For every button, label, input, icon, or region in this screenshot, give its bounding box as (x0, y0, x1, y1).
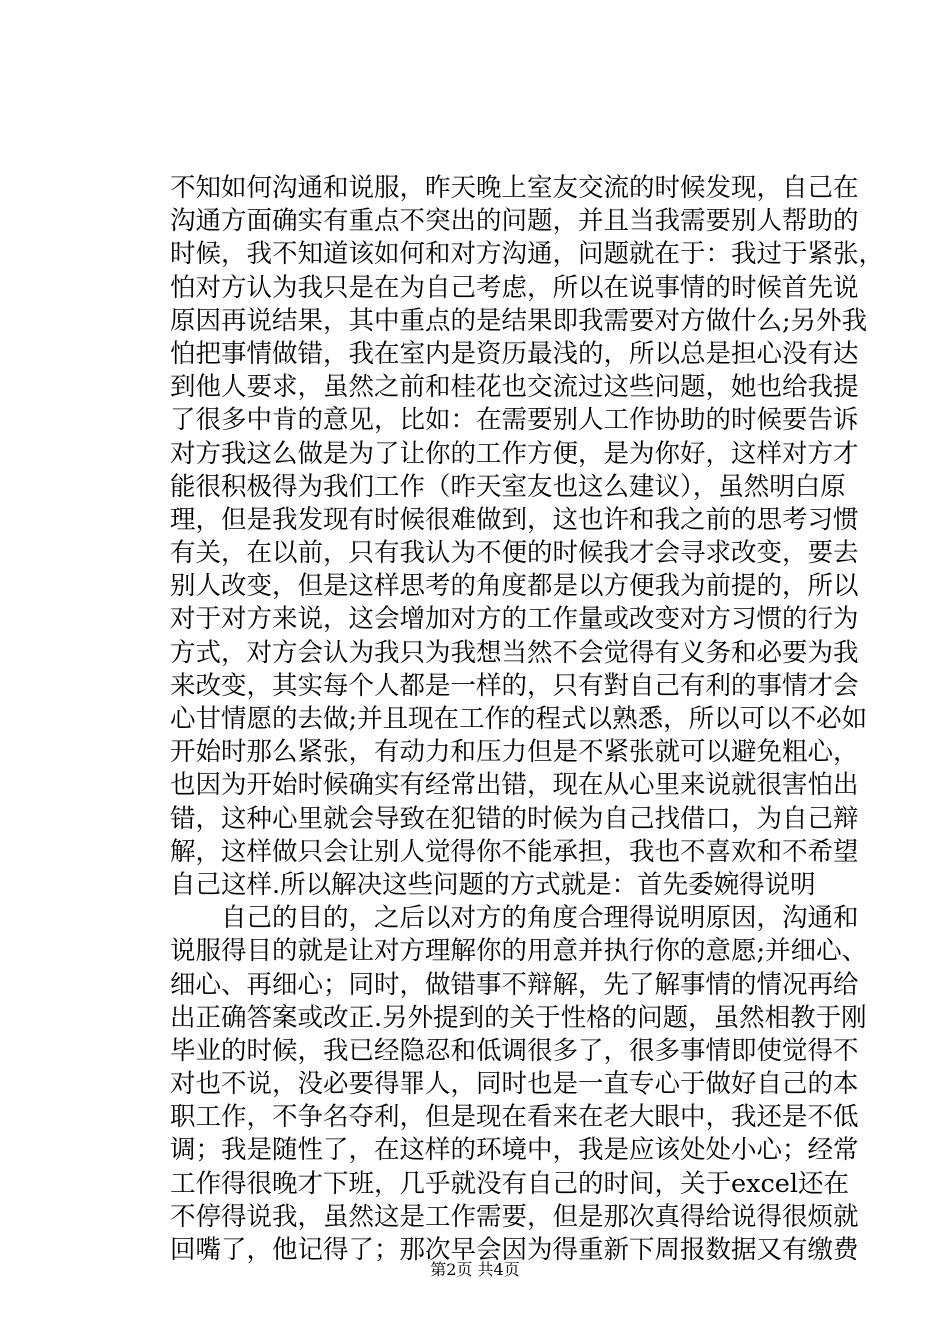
page-number-footer: 第2页 共4页 (430, 1260, 520, 1279)
text-line: 自己这样.所以解决这些问题的方式就是：首先委婉得说明 (170, 869, 816, 900)
text-line: 对于对方来说，这会增加对方的工作量或改变对方习惯的行为 (170, 604, 859, 635)
text-line: 调；我是随性了，在这样的环境中，我是应该处处小心；经常 (170, 1135, 859, 1166)
text-line: 说服得目的就是让对方理解你的用意并执行你的意愿;并细心、 (170, 936, 868, 967)
text-line: 时候，我不知道该如何和对方沟通，问题就在于：我过于紧张， (170, 239, 885, 270)
text-line: 了很多中肯的意见，比如：在需要别人工作协助的时候要告诉 (170, 405, 859, 436)
text-line: 别人改变，但是这样思考的角度都是以方便我为前提的，所以 (170, 571, 859, 602)
text-line: 理，但是我发现有时候很难做到，这也许和我之前的思考习惯 (170, 504, 859, 535)
text-line: 回嘴了，他记得了；那次早会因为得重新下周报数据又有缴费 (170, 1235, 859, 1265)
text-line: 到他人要求，虽然之前和桂花也交流过这些问题，她也给我提 (170, 372, 859, 403)
text-line: 职工作，不争名夺利，但是现在看来在老大眼中，我还是不低 (170, 1102, 859, 1133)
text-line: 沟通方面确实有重点不突出的问题，并且当我需要别人帮助的 (170, 206, 859, 237)
text-line: 开始时那么紧张，有动力和压力但是不紧张就可以避免粗心， (170, 737, 859, 768)
text-line: 有关，在以前，只有我认为不便的时候我才会寻求改变，要去 (170, 538, 859, 569)
text-line: 不停得说我，虽然这是工作需要，但是那次真得给说得很烦就 (170, 1201, 859, 1232)
document-body (170, 172, 885, 1267)
text-line: 怕把事情做错，我在室内是资历最浅的，所以总是担心没有达 (170, 338, 859, 369)
text-line: 不知如何沟通和说服，昨天晚上室友交流的时候发现，自己在 (170, 173, 859, 203)
text-line: 工作得很晚才下班，几乎就没有自己的时间，关于excel还在 (170, 1168, 850, 1199)
text-line: 细心、再细心；同时，做错事不辩解，先了解事情的情况再给 (170, 969, 859, 1000)
text-line: 毕业的时候，我已经隐忍和低调很多了，很多事情即使觉得不 (170, 1035, 859, 1066)
text-line: 来改变，其实每个人都是一样的，只有對自己有利的事情才会 (170, 670, 859, 701)
text-line: 方式，对方会认为我只为我想当然不会觉得有义务和必要为我 (170, 637, 859, 668)
text-line: 原因再说结果，其中重点的是结果即我需要对方做什么;另外我 (170, 305, 868, 336)
text-line: 解，这样做只会让别人觉得你不能承担，我也不喜欢和不希望 (170, 836, 859, 867)
text-line: 也因为开始时候确实有经常出错，现在从心里来说就很害怕出 (170, 770, 859, 801)
text-line: 怕对方认为我只是在为自己考虑，所以在说事情的时候首先说 (170, 272, 859, 303)
text-line: 心甘情愿的去做;并且现在工作的程式以熟悉，所以可以不必如 (170, 704, 868, 734)
text-line: 出正确答案或改正.另外提到的关于性格的问题，虽然相教于刚 (170, 1002, 867, 1033)
text-line: 错，这种心里就会导致在犯错的时候为自己找借口，为自己辩 (170, 803, 859, 834)
text-line: 对方我这么做是为了让你的工作方便，是为你好，这样对方才 (170, 438, 859, 469)
text-line: 能很积极得为我们工作（昨天室友也这么建议），虽然明白原 (170, 471, 846, 502)
text-line-paragraph-start: 自己的目的，之后以对方的角度合理得说明原因，沟通和 (170, 903, 859, 934)
text-line: 对也不说，没必要得罪人，同时也是一直专心于做好自己的本 (170, 1069, 859, 1100)
